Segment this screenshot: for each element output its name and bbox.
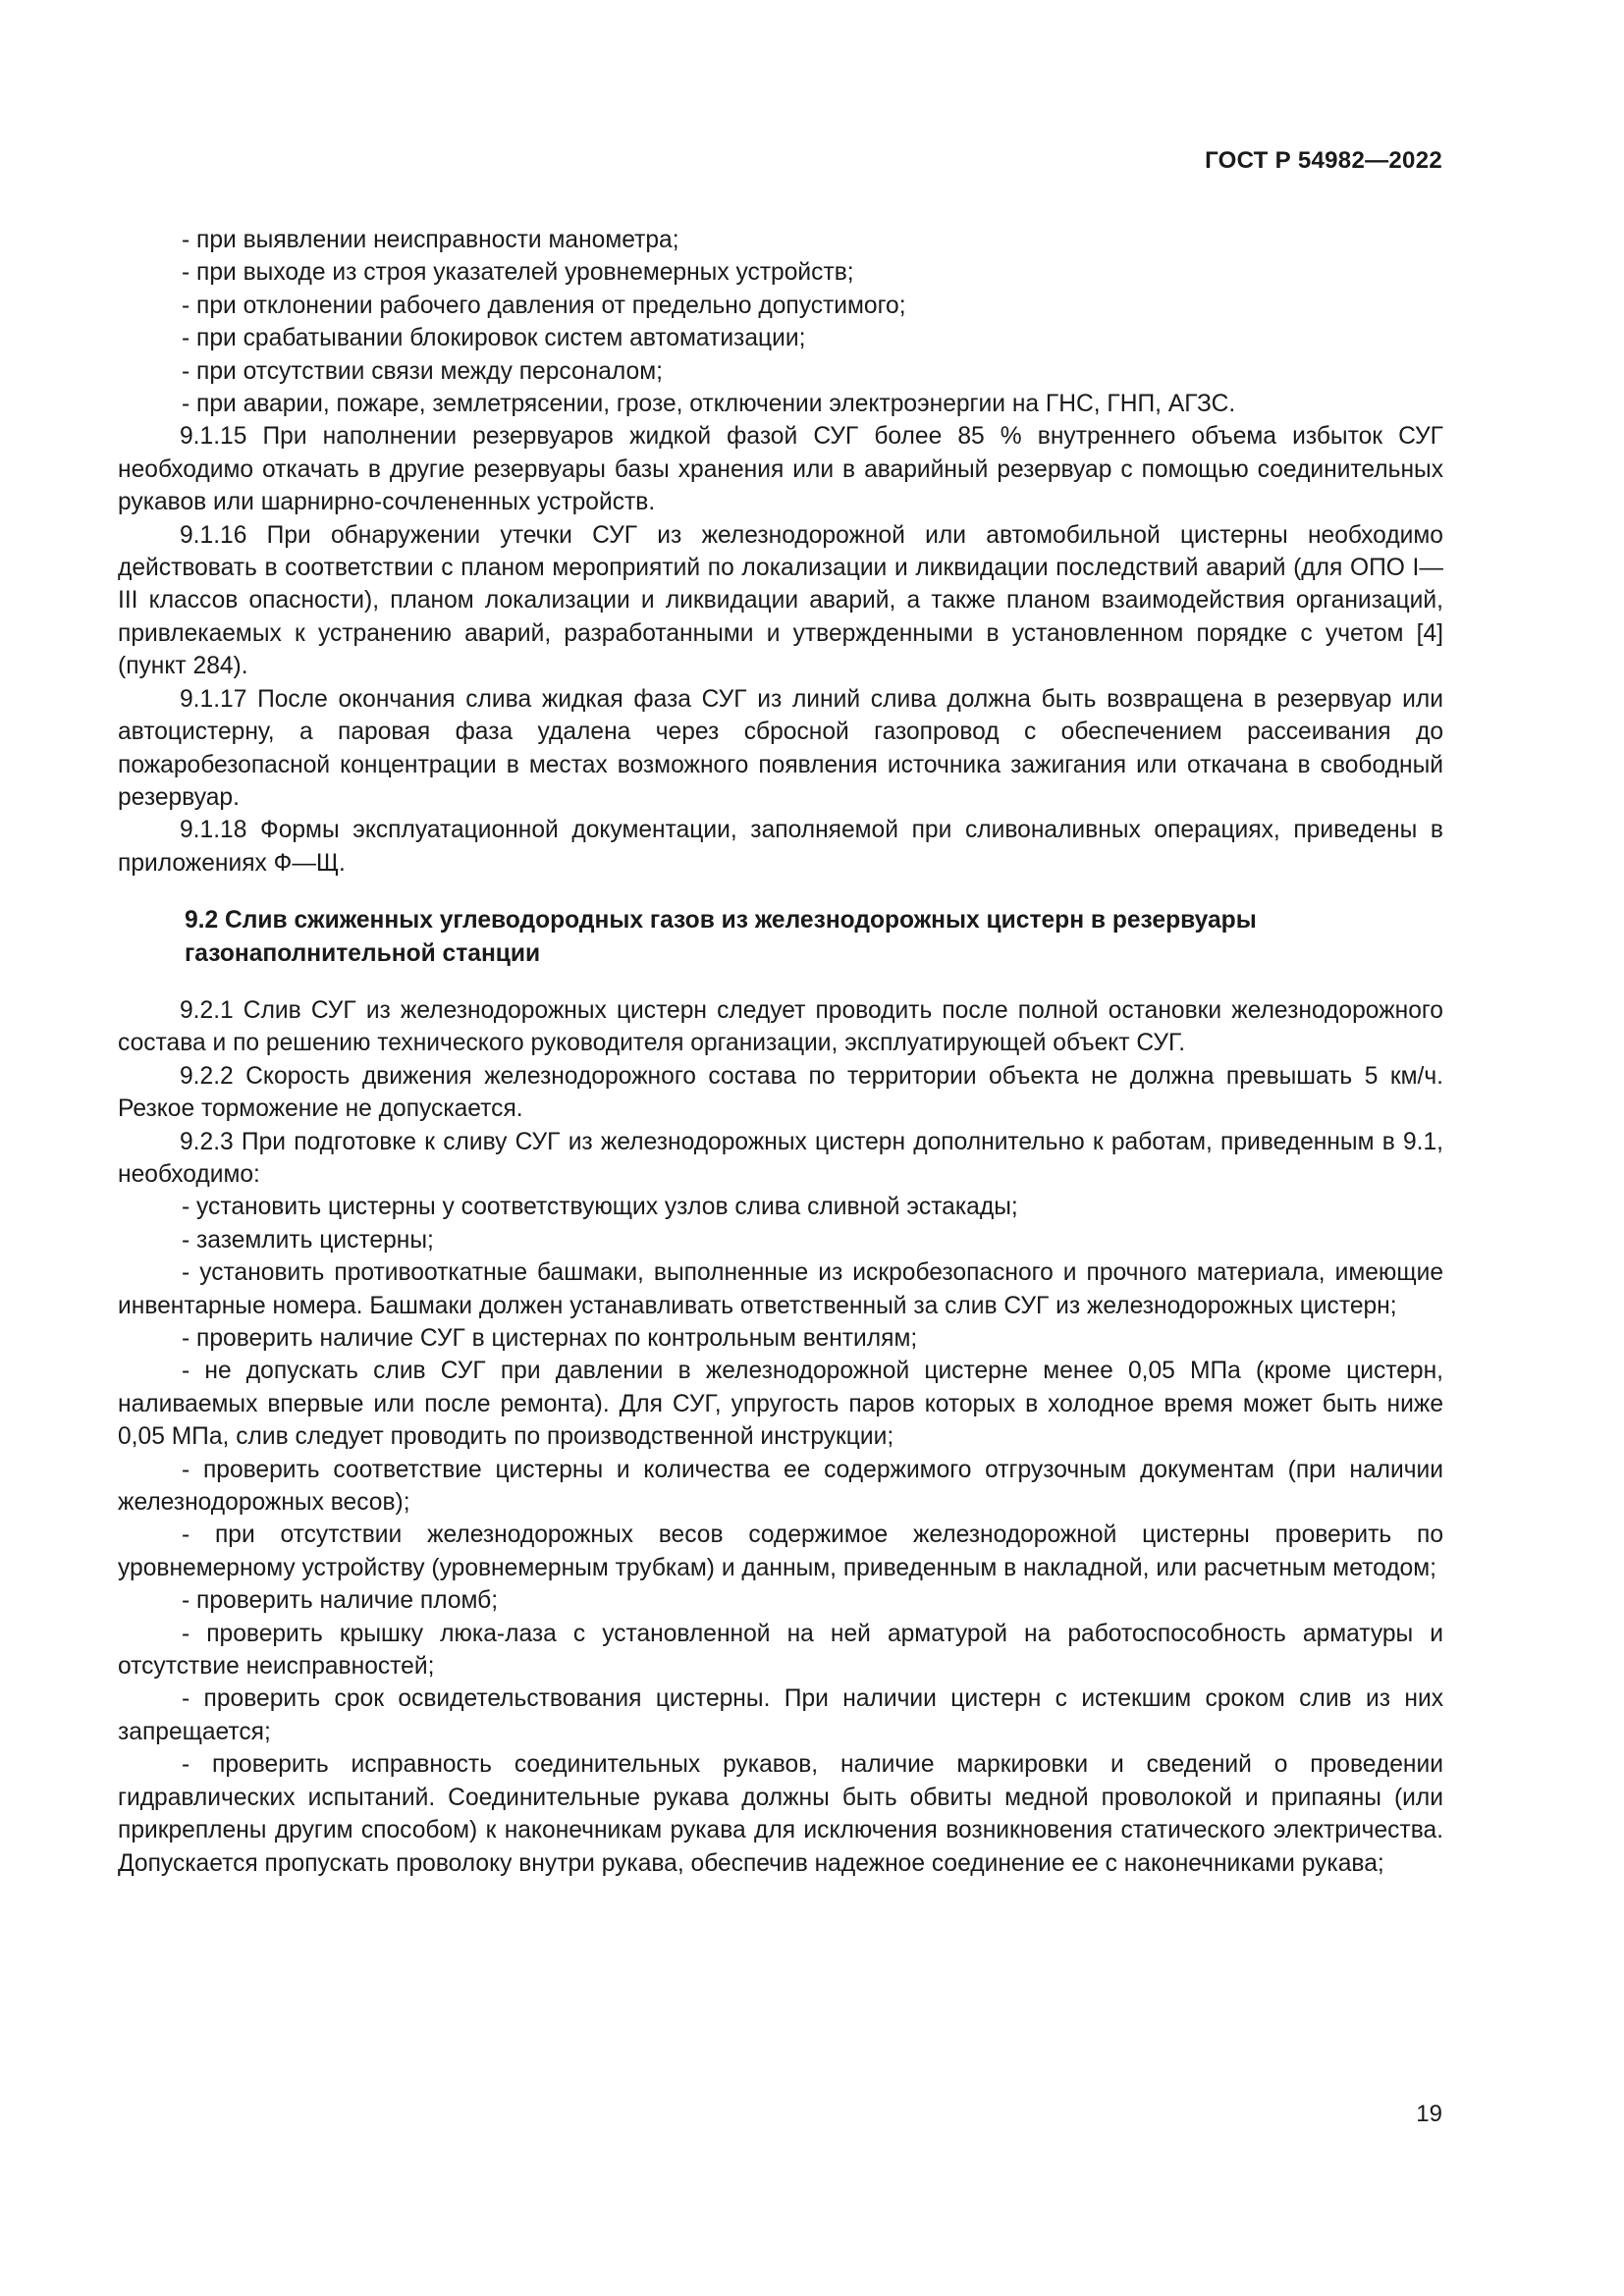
list-item: - при отклонении рабочего давления от предельно допустимого; <box>182 292 906 319</box>
list-item: - заземлить цистерны; <box>182 1226 434 1254</box>
clause-paragraph: 9.1.17 После окончания слива жидкая фаза СУГ из линий слива должна быть возвращена в резервуар или автоцистерну, а паровая фаза удалена через сбросной газопровод с обеспечением рассеивания до пожаробезопасной концентрации в местах возможного появления источника зажигания или откачана в свободный резервуар. <box>118 685 1443 811</box>
list-item: - проверить срок освидетельствования цистерны. При наличии цистерн с истекшим сроком слив из них запрещается; <box>118 1685 1443 1745</box>
clause-paragraph: 9.2.2 Скорость движения железнодорожного состава по территории объекта не должна превышать 5 км/ч. Резкое торможение не допускается. <box>118 1062 1443 1123</box>
page-number: 19 <box>1416 2101 1442 2127</box>
list-item: - при аварии, пожаре, землетрясении, грозе, отключении электроэнергии на ГНС, ГНП, АГЗС. <box>182 391 1236 418</box>
clause-paragraph: 9.1.15 При наполнении резервуаров жидкой фазой СУГ более 85 % внутреннего объема избыток СУГ необходимо откачать в другие резервуары базы хранения или в аварийный резервуар с помощью соединительных рукавов или шарнирно-сочлененных устройств. <box>118 423 1443 516</box>
list-item: - не допускать слив СУГ при давлении в железнодорожной цистерне менее 0,05 МПа (кроме цистерн, наливаемых впервые или после ремонта). Для СУГ, упругость паров которых в холодное время может быть ниже 0,05 МПа, слив следует проводить по производственной инструкции; <box>118 1358 1443 1451</box>
list-item: - при отсутствии связи между персоналом; <box>182 357 663 385</box>
list-item: - при выявлении неисправности манометра; <box>182 227 679 253</box>
list-item: - установить противооткатные башмаки, выполненные из искробезопасного и прочного материала, имеющие инвентарные номера. Башмаки должен устанавливать ответственный за слив СУГ из железнодорожных цистерн; <box>118 1259 1443 1319</box>
list-item: - при отсутствии железнодорожных весов содержимое железнодорожной цистерны проверить по уровнемерному устройству (уровнемерным трубкам) и данным, приведенным в накладной, или расчетным методом; <box>118 1522 1443 1581</box>
clause-paragraph: 9.2.3 При подготовке к сливу СУГ из железнодорожных цистерн дополнительно к работам, приведенным в 9.1, необходимо: <box>118 1128 1443 1188</box>
body-text <box>118 224 1443 1880</box>
section-heading: 9.2 Слив сжиженных углеводородных газов из железнодорожных цистерн в резервуары газонаполнительной станции <box>185 907 1257 967</box>
list-item: - проверить наличие СУГ в цистернах по контрольным вентилям; <box>182 1325 918 1352</box>
list-item: - установить цистерны у соответствующих узлов слива сливной эстакады; <box>182 1194 1018 1221</box>
standard-designation: ГОСТ Р 54982—2022 <box>1205 147 1442 174</box>
list-item: - проверить соответствие цистерны и количества ее содержимого отгрузочным документам (при наличии железнодорожных весов); <box>118 1456 1443 1517</box>
list-item: - проверить исправность соединительных рукавов, наличие маркировки и сведений о проведении гидравлических испытаний. Соединительные рукава должны быть обвиты медной проволокой и припаяны (или прикреплены другим способом) к наконечникам рукава для исключения возникновения статического электричества. Допускается пропускать проволоку внутри рукава, обеспечив надежное соединение ее с наконечниками рукава; <box>118 1751 1443 1877</box>
list-item: - при срабатывании блокировок систем автоматизации; <box>182 325 806 352</box>
clause-paragraph: 9.2.1 Слив СУГ из железнодорожных цистерн следует проводить после полной остановки железнодорожного состава и по решению технического руководителя организации, эксплуатирующей объект СУГ. <box>118 996 1443 1057</box>
clause-paragraph: 9.1.18 Формы эксплуатационной документации, заполняемой при сливоналивных операциях, приведены в приложениях Ф—Щ. <box>118 817 1443 877</box>
clause-paragraph: 9.1.16 При обнаружении утечки СУГ из железнодорожной или автомобильной цистерны необходимо действовать в соответствии с планом мероприятий по локализации и ликвидации последствий аварий (для ОПО I—III классов опасности), планом локализации и ликвидации аварий, а также планом взаимодействия организаций, привлекаемых к устранению аварий, разработанными и утвержденными в установленном порядке с учетом [4] (пункт 284). <box>118 521 1443 680</box>
list-item: - проверить наличие пломб; <box>182 1587 499 1615</box>
list-item: - проверить крышку люка-лаза с установленной на ней арматурой на работоспособность арматуры и отсутствие неисправностей; <box>118 1620 1443 1681</box>
list-item: - при выходе из строя указателей уровнемерных устройств; <box>182 259 854 287</box>
